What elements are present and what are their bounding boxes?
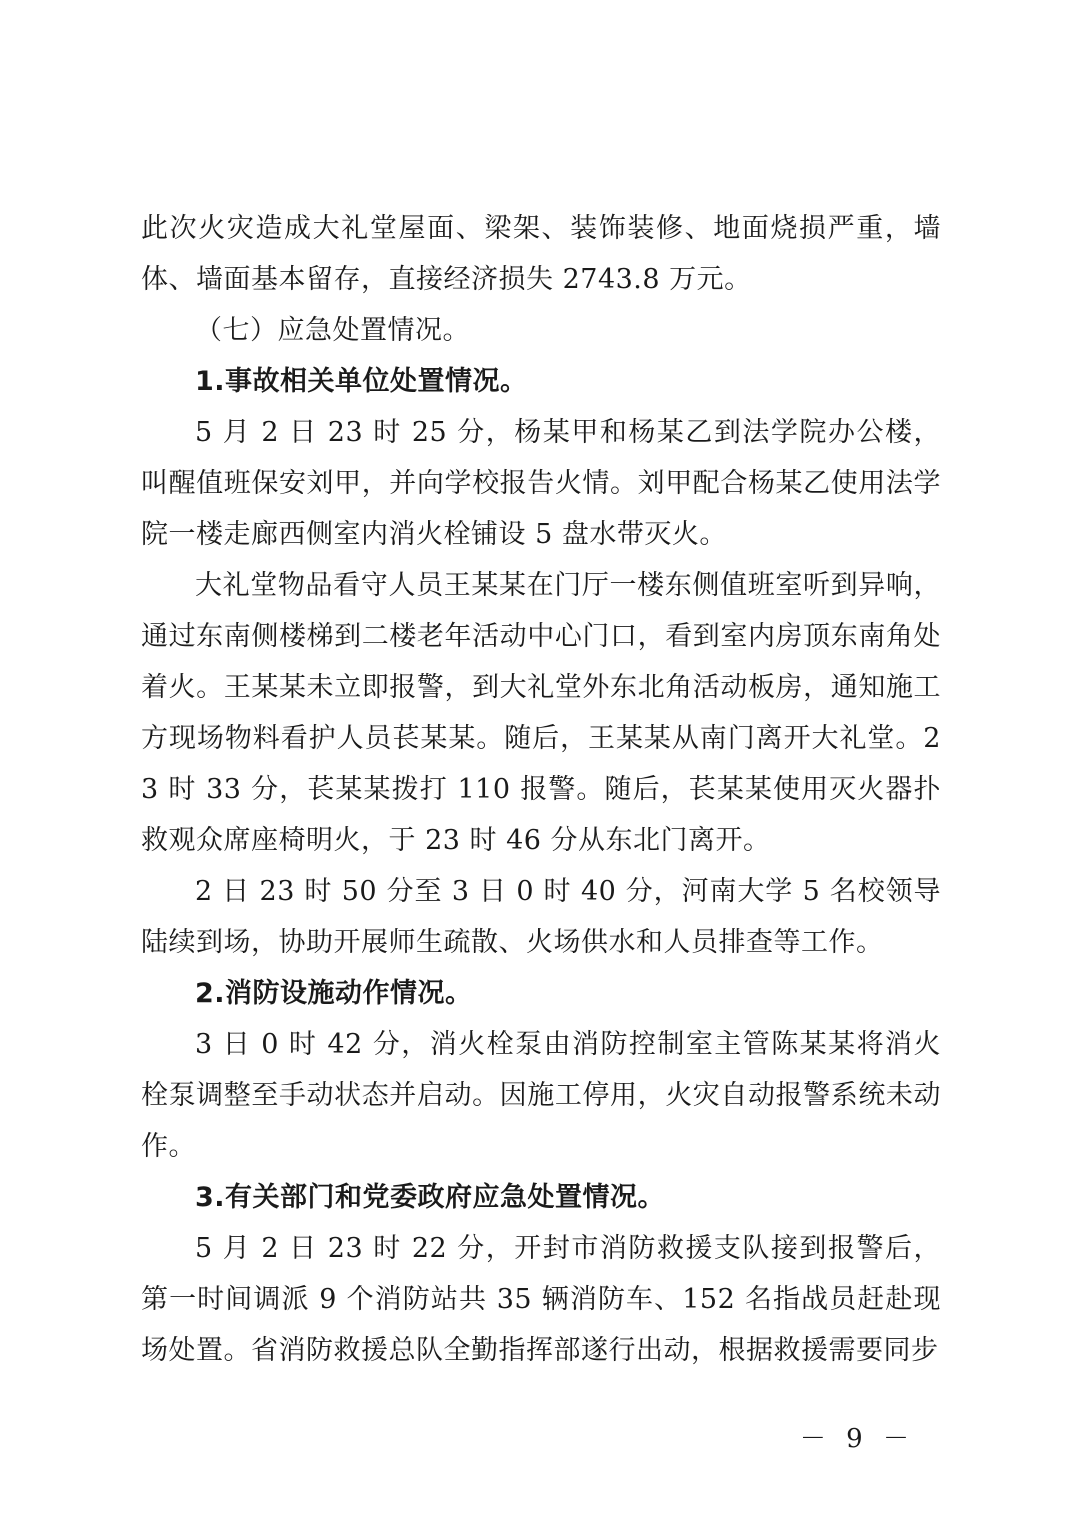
paragraph-hydrant-pump: 3 日 0 时 42 分，消火栓泵由消防控制室主管陈某某将消火栓泵调整至手动状态并启动。因施工停用，火灾自动报警系统未动作。 — [141, 1029, 941, 1162]
paragraph-leaders-arrival: 2 日 23 时 50 分至 3 日 0 时 40 分，河南大学 5 名校领导陆续到场，协助开展师生疏散、火场供水和人员排查等工作。 — [141, 876, 941, 958]
page-number: － 9 － — [799, 1424, 915, 1454]
paragraph-yang-report: 5 月 2 日 23 时 25 分，杨某甲和杨某乙到法学院办公楼，叫醒值班保安刘甲，并向学校报告火情。刘甲配合杨某乙使用法学院一楼走廊西侧室内消火栓铺设 5 盘水带灭火。 — [141, 417, 941, 550]
heading-fire-facilities: 2.消防设施动作情况。 — [195, 978, 473, 1009]
heading-units-response: 1.事故相关单位处置情况。 — [195, 366, 528, 397]
paragraph-loss-summary: 此次火灾造成大礼堂屋面、梁架、装饰装修、地面烧损严重，墙体、墙面基本留存，直接经济损失 2743.8 万元。 — [141, 213, 941, 295]
paragraph-fire-brigade: 5 月 2 日 23 时 22 分，开封市消防救援支队接到报警后，第一时间调派 9 个消防站共 35 辆消防车、152 名指战员赶赴现场处置。省消防救援总队全勤指挥部遂行出动，根据救援需要同步 — [141, 1233, 941, 1366]
document-body — [141, 203, 941, 1376]
section-title-emergency-response: （七）应急处置情况。 — [195, 315, 470, 346]
paragraph-guard-response: 大礼堂物品看守人员王某某在门厅一楼东侧值班室听到异响，通过东南侧楼梯到二楼老年活动中心门口，看到室内房顶东南角处着火。王某某未立即报警，到大礼堂外东北角活动板房，通知施工方现场物料看护人员苌某某。随后，王某某从南门离开大礼堂。23 时 33 分，苌某某拨打 110 报警。随后，苌某某使用灭火器扑救观众席座椅明火，于 23 时 46 分从东北门离开。 — [141, 570, 941, 856]
heading-government-response: 3.有关部门和党委政府应急处置情况。 — [195, 1182, 666, 1213]
